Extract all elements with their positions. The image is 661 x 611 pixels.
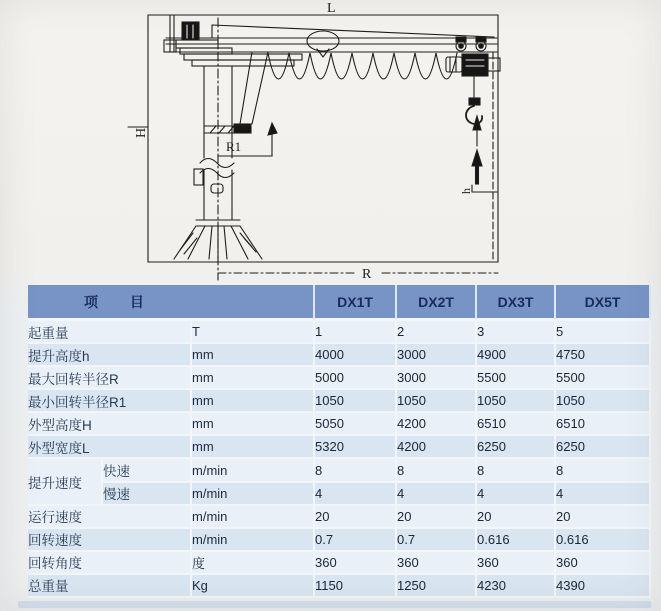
table-row <box>28 413 651 436</box>
value-cell: 5320 <box>315 436 397 459</box>
cable-trolley <box>307 31 339 51</box>
value-cell: 1150 <box>315 575 397 598</box>
slew-bearing-plate-2 <box>192 60 294 66</box>
unit-cell: mm <box>192 344 315 367</box>
beam-taper-line <box>212 25 494 38</box>
value-cell: 4750 <box>556 344 651 367</box>
header-row <box>28 285 651 321</box>
value-cell: 0.7 <box>397 529 477 552</box>
spec-table-body <box>28 321 651 598</box>
beam-left-end <box>170 15 174 52</box>
value-cell: 1050 <box>477 390 556 413</box>
table-row <box>28 506 651 529</box>
value-cell: 4000 <box>315 344 397 367</box>
column-access-hole <box>211 184 223 193</box>
value-cell: 5 <box>556 321 651 344</box>
dim-label-R1: R1 <box>226 139 242 154</box>
table-row <box>28 483 651 506</box>
value-cell: 3 <box>477 321 556 344</box>
label-cell: 提升高度h <box>28 344 192 367</box>
value-cell: 1050 <box>556 390 651 413</box>
value-cell: 1050 <box>397 390 477 413</box>
support-strut <box>240 52 268 124</box>
spec-table <box>28 285 651 598</box>
table-row <box>28 321 651 344</box>
unit-cell: T <box>192 321 315 344</box>
value-cell: 3000 <box>397 367 477 390</box>
col-header-dx2t: DX2T <box>397 285 477 321</box>
crane-diagram <box>0 0 661 285</box>
value-cell: 1 <box>315 321 397 344</box>
value-cell: 0.7 <box>315 529 397 552</box>
value-cell: 6250 <box>556 436 651 459</box>
value-cell: 6250 <box>477 436 556 459</box>
value-cell: 8 <box>397 459 477 482</box>
hoist-axle-2 <box>479 44 484 49</box>
label-cell: 最小回转半径R1 <box>28 390 192 413</box>
label-cell: 快速 <box>103 459 192 482</box>
unit-cell: mm <box>192 367 315 390</box>
value-cell: 4 <box>397 483 477 506</box>
value-cell: 5500 <box>477 367 556 390</box>
value-cell: 360 <box>397 552 477 575</box>
col-header-dx5t: DX5T <box>556 285 651 321</box>
slew-motor <box>182 22 199 40</box>
value-cell: 360 <box>315 552 397 575</box>
value-cell: 6510 <box>556 413 651 436</box>
unit-cell: mm <box>192 390 315 413</box>
value-cell: 5000 <box>315 367 397 390</box>
unit-cell: Kg <box>192 575 315 598</box>
label-cell: 慢速 <box>103 483 192 506</box>
hoist-body <box>462 54 488 76</box>
h-arrow-tail <box>476 166 479 184</box>
h-arrow-lower <box>472 150 482 166</box>
table-row <box>28 367 651 390</box>
value-cell: 1050 <box>315 390 397 413</box>
value-cell: 4200 <box>397 436 477 459</box>
table-row <box>28 459 651 482</box>
slew-plate-1 <box>180 48 232 54</box>
scan-edge-strip <box>18 601 651 608</box>
value-cell: 4 <box>315 483 397 506</box>
col-header-dx1t: DX1T <box>315 285 397 321</box>
value-cell: 8 <box>477 459 556 482</box>
unit-cell: m/min <box>192 529 315 552</box>
table-row <box>28 552 651 575</box>
crane-drawing-svg <box>0 0 661 285</box>
dim-label-L: L <box>327 1 336 16</box>
value-cell: 4 <box>556 483 651 506</box>
value-cell: 5050 <box>315 413 397 436</box>
unit-cell: 度 <box>192 552 315 575</box>
strut-foot <box>234 124 251 133</box>
value-cell: 5500 <box>556 367 651 390</box>
label-cell: 最大回转半径R <box>28 367 192 390</box>
table-row <box>28 344 651 367</box>
slew-bearing-plate <box>184 54 302 60</box>
label-cell: 外型宽度L <box>28 436 192 459</box>
label-cell: 运行速度 <box>28 506 192 529</box>
value-cell: 20 <box>556 506 651 529</box>
column-break-symbol <box>200 159 234 178</box>
value-cell: 0.616 <box>556 529 651 552</box>
value-cell: 360 <box>556 552 651 575</box>
value-cell: 4900 <box>477 344 556 367</box>
table-row <box>28 436 651 459</box>
hook <box>466 106 482 124</box>
value-cell: 360 <box>477 552 556 575</box>
dim-label-h: h <box>459 188 473 194</box>
unit-cell: mm <box>192 413 315 436</box>
unit-cell: m/min <box>192 506 315 529</box>
col-header-item: 项 目 <box>28 285 315 321</box>
table-row <box>28 575 651 598</box>
value-cell: 0.616 <box>477 529 556 552</box>
unit-cell: m/min <box>192 459 315 482</box>
value-cell: 20 <box>477 506 556 529</box>
label-cell: 回转角度 <box>28 552 192 575</box>
value-cell: 1250 <box>397 575 477 598</box>
value-cell: 4 <box>477 483 556 506</box>
unit-cell: mm <box>192 436 315 459</box>
label-cell: 起重量 <box>28 321 192 344</box>
table-row <box>28 529 651 552</box>
hook-block <box>469 98 480 105</box>
table-row <box>28 390 651 413</box>
hoist-axle-1 <box>459 44 464 49</box>
base-center-ribs <box>209 226 227 259</box>
value-cell: 20 <box>315 506 397 529</box>
label-cell: 回转速度 <box>28 529 192 552</box>
label-cell: 外型高度H <box>28 413 192 436</box>
spec-table-wrap <box>28 285 651 598</box>
value-cell: 3000 <box>397 344 477 367</box>
label-cell: 提升速度 <box>28 459 103 505</box>
festoon-cable <box>268 53 457 79</box>
value-cell: 4230 <box>477 575 556 598</box>
value-cell: 20 <box>397 506 477 529</box>
unit-cell: m/min <box>192 483 315 506</box>
col-header-dx3t: DX3T <box>477 285 556 321</box>
dim-label-H: H <box>134 127 149 138</box>
value-cell: 8 <box>556 459 651 482</box>
value-cell: 6510 <box>477 413 556 436</box>
r1-arrow <box>268 123 277 135</box>
label-cell: 总重量 <box>28 575 192 598</box>
value-cell: 4390 <box>556 575 651 598</box>
value-cell: 8 <box>315 459 397 482</box>
dim-label-R: R <box>362 267 372 282</box>
value-cell: 4200 <box>397 413 477 436</box>
value-cell: 2 <box>397 321 477 344</box>
